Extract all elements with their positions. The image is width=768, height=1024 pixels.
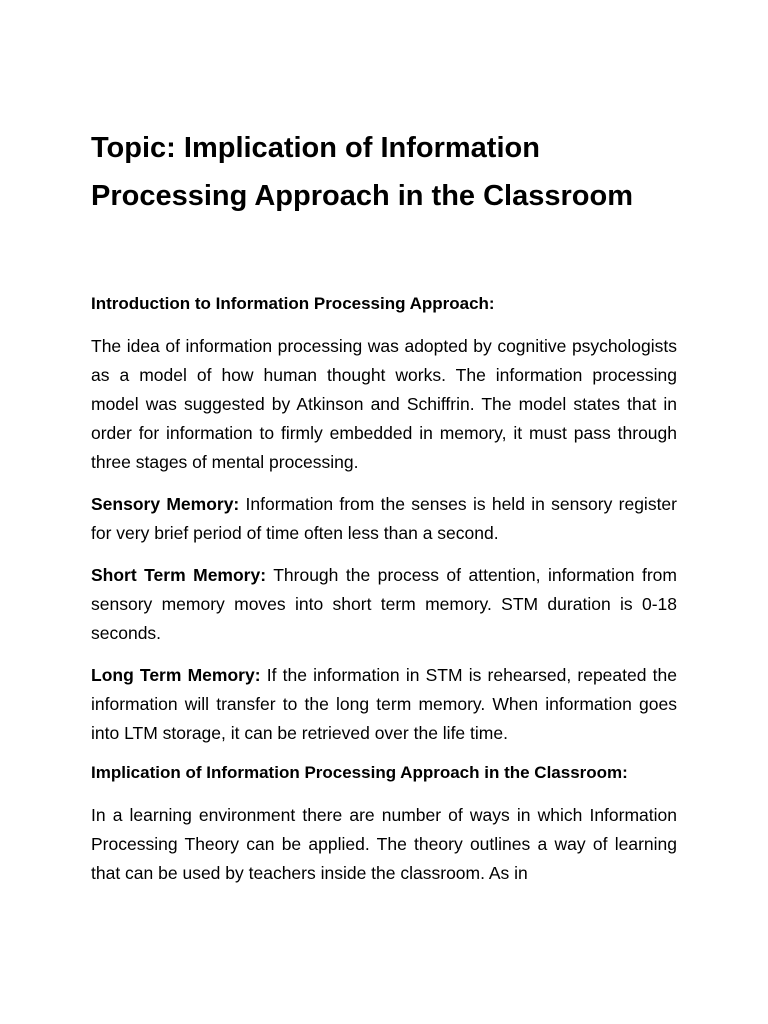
document-title-line-1: Topic: Implication of Information	[91, 132, 540, 164]
implication-heading: Implication of Information Processing Approach in the Classroom:	[91, 763, 628, 782]
document-title-line-2: Processing Approach in the Classroom	[91, 180, 633, 212]
sensory-memory-paragraph	[91, 490, 677, 548]
short-term-memory-term: Short Term Memory:	[91, 565, 267, 585]
long-term-memory-paragraph	[91, 661, 677, 748]
title-spacing	[91, 220, 677, 292]
document-body	[91, 124, 677, 901]
sensory-memory-term: Sensory Memory:	[91, 494, 240, 514]
short-term-memory-paragraph	[91, 561, 677, 648]
short-term-memory-text: Through the process of attention, information from sensory memory moves into short term memory. STM duration is 0-18 seconds.	[91, 565, 677, 643]
intro-paragraph: The idea of information processing was adopted by cognitive psychologists as a model of how human thought works. The information processing model was suggested by Atkinson and Schiffrin. The model states that in order for information to firmly embedded in memory, it must pass through three stages of mental processing.	[91, 336, 677, 472]
document-title	[91, 124, 677, 220]
long-term-memory-term: Long Term Memory:	[91, 665, 261, 685]
long-term-memory-text: If the information in STM is rehearsed, repeated the information will transfer to the long term memory. When information goes into LTM storage, it can be retrieved over the life time.	[91, 665, 677, 743]
sensory-memory-text: Information from the senses is held in sensory register for very brief period of time often less than a second.	[91, 494, 677, 543]
implication-paragraph: In a learning environment there are number of ways in which Information Processing Theory can be applied. The theory outlines a way of learning that can be used by teachers inside the classroom. As in	[91, 805, 677, 883]
intro-heading: Introduction to Information Processing Approach:	[91, 294, 495, 313]
